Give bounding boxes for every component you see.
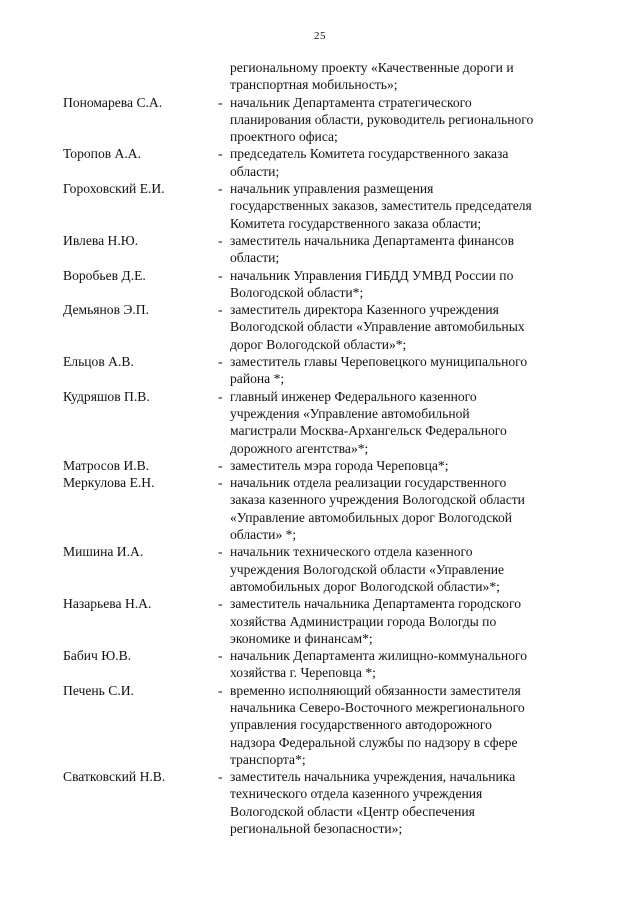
list-item [63,457,583,474]
list-item [63,301,583,353]
list-item [63,647,583,682]
dash-separator: - [218,181,223,197]
list-item [63,180,583,232]
member-description: заместитель главы Череповецкого муниципального района *; [230,354,528,387]
member-name: Кудряшов П.В. [63,388,150,404]
dash-separator: - [218,648,223,664]
list-item [63,145,583,180]
member-description: заместитель директора Казенного учреждения Вологодской области «Управление автомобильных дорог Вологодской области»*; [230,302,525,352]
member-description: начальник технического отдела казенного учреждения Вологодской области «Управление автомобильных дорог Вологодской области»*; [230,544,505,594]
member-name: Печень С.И. [63,682,134,698]
dash-separator: - [218,544,223,560]
member-name: Мишина И.А. [63,544,144,560]
member-description: начальник Управления ГИБДД УМВД России по Вологодской области*; [230,267,514,300]
member-description: начальник Департамента стратегического планирования области, руководитель регионального проектного офиса; [230,94,534,145]
dash-separator: - [218,354,223,370]
member-description: начальник управления размещения государственных заказов, заместитель председателя Комитета государственного заказа области; [230,181,532,231]
list-item [63,94,583,146]
list-item [63,267,583,302]
member-name: Гороховский Е.И. [63,181,165,197]
dash-separator: - [218,769,223,785]
dash-separator: - [218,388,223,404]
list-item [63,474,583,543]
continuation-row [63,59,583,94]
member-name: Демьянов Э.П. [63,302,150,318]
member-description: начальник Департамента жилищно-коммунального хозяйства г. Череповца *; [230,648,528,681]
member-name: Ивлева Н.Ю. [63,232,139,248]
page-number: 25 [314,30,326,42]
dash-separator: - [218,267,223,283]
list-item [63,388,583,457]
member-description: заместитель начальника Департамента финансов области; [230,232,515,266]
dash-separator: - [218,457,223,473]
member-name: Бабич Ю.В. [63,648,132,664]
dash-separator: - [218,596,223,612]
member-name: Меркулова Е.Н. [63,475,155,491]
members-list [63,59,583,837]
member-name: Торопов А.А. [63,146,141,162]
continuation-text: региональному проекту «Качественные дороги и транспортная мобильность»; [230,60,514,93]
member-name: Назарьева Н.А. [63,596,152,612]
dash-separator: - [218,682,223,698]
list-item [63,768,583,837]
dash-separator: - [218,232,223,248]
member-name: Сватковский Н.В. [63,769,166,785]
dash-separator: - [218,475,223,491]
member-description: заместитель мэра города Череповца*; [230,457,449,473]
member-name: Матросов И.В. [63,457,150,473]
list-item [63,232,583,267]
list-item [63,543,583,595]
list-item [63,595,583,647]
member-description: временно исполняющий обязанности заместителя начальника Северо-Восточного межрегионального управления государственного автодорожного надзора Федеральной службы по надзору в сфере транспорта*; [230,682,525,767]
member-description: заместитель начальника Департамента городского хозяйства Администрации города Вологды по экономике и финансам*; [230,596,522,646]
member-description: заместитель начальника учреждения, начальника технического отдела казенного учреждения Вологодской области «Центр обеспечения региональной безопасности»; [230,769,516,837]
member-description: главный инженер Федерального казенного учреждения «Управление автомобильной магистрали Москва-Архангельск Федерального дорожного агентства»*; [230,388,507,456]
member-name: Ельцов А.В. [63,354,134,370]
dash-separator: - [218,94,223,110]
list-item [63,682,583,768]
member-description: председатель Комитета государственного заказа области; [230,146,509,179]
dash-separator: - [218,146,223,162]
member-description: начальник отдела реализации государственного заказа казенного учреждения Вологодской области «Управление автомобильных дорог Вологодской области» *; [230,475,525,543]
dash-separator: - [218,302,223,318]
member-name: Пономарева С.А. [63,94,163,110]
member-name: Воробьев Д.Е. [63,267,146,283]
list-item [63,353,583,388]
